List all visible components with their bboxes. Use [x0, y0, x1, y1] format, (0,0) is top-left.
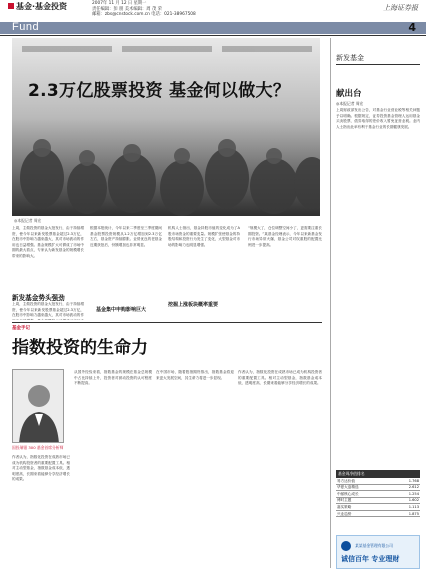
- lead-column-2: 根据本报统计，今年以来二季度至三季度期间基金股票投资规模从1.2万亿增加到2.3万亿左右，基金资产持续膨胀。业绩优良的老基金近期获批后，份额增加也非常明显。: [90, 226, 162, 247]
- fund-name-cell: 中邮核心成长: [336, 491, 391, 498]
- right-title-rule: [336, 64, 420, 65]
- right-headline: 献出台: [336, 89, 362, 99]
- lead-subhead-2: 基金集中申购影响巨大: [96, 307, 147, 313]
- fund-name-cell: 博时主题: [336, 497, 391, 504]
- feature-column-4: 作者认为，指数化投资在成熟市场已成为机构投资者的重要配置工具。相对主动型基金，指数基金成本低、透明度高，长期来看能够分享经济增长的成果。: [238, 370, 322, 386]
- lead-column-4: “规模大了，仓位调整空间小了，更需要注重长期投资。”某基金经理表示，今年以来新基金发行市场异常火爆，基金公司对权重股的配置比例进一步提高。: [248, 226, 322, 247]
- table-title: 基金周净值排名: [336, 470, 420, 478]
- section-band: [0, 22, 426, 34]
- column-divider: [330, 38, 331, 568]
- table-row: [336, 484, 420, 491]
- right-section-title: 新发基金: [336, 54, 364, 62]
- lead-subhead-1: 新发基金势头强劲: [12, 294, 65, 302]
- portrait-caption: 国投瑞银 300 基金首席分析师: [12, 445, 64, 450]
- section-title: 基金·基金投资: [16, 2, 68, 11]
- ad-slogan: 诚信百年 专业理财: [341, 555, 400, 563]
- contact-line: 邮箱：zbs@cnstock.com.cn 电话：021-38967508: [92, 12, 196, 18]
- fund-name-cell: 易方达价值: [336, 478, 391, 484]
- feature-headline: 指数投资的生命力: [12, 338, 148, 358]
- table-row: [336, 491, 420, 498]
- fund-name-cell: 嘉实策略: [336, 504, 391, 511]
- nav-table-grid: [336, 478, 420, 517]
- lead-headline: 2.3万亿股票投资 基金何以做大？: [28, 81, 291, 101]
- lead-column-1: 上周，主做投资的基金大批发行，由于持续增资，使今年以来新发股票基金超过2.3万亿，在股市中影响力越来越大，其对市场波动的作用也日益增强。基金规模扩大可谓成了市场中期的最大看点，专家认为新发基金的规模增长带来的影响大。: [12, 226, 84, 258]
- feature-column-2: 从国外经验来看，指数基金的规模在基金总规模中占比持续上升，投资者对被动投资的认可程度不断提高。: [74, 370, 152, 386]
- table-row: [336, 504, 420, 511]
- feature-tag: 基金手记: [12, 326, 30, 331]
- photo-caption: ◎本报记者 周宏: [14, 218, 42, 223]
- header-meta: [92, 1, 322, 18]
- feature-column-3: 在中国市场，随着股指期货推出，指数基金将迎来更大发展空间，其生命力将进一步显现。: [156, 370, 234, 380]
- newspaper-brand: 上海证券报: [383, 4, 418, 12]
- nav-value-cell: 1.254: [391, 491, 420, 498]
- lead-photo: [12, 38, 320, 216]
- lead-subhead-3: 挖掘上涨板块概率重要: [168, 302, 219, 308]
- fund-logo-icon: [341, 541, 351, 551]
- ad-company: 某某基金管理有限公司: [355, 543, 393, 548]
- page-number: 4: [408, 21, 416, 34]
- nav-value-cell: 2.612: [391, 484, 420, 491]
- right-byline: ◎本报记者 周宏: [336, 101, 364, 106]
- feature-column-1: 作者认为，指数化投资在成熟市场已成为机构投资者的重要配置工具。相对主动型基金，指数基金成本低、透明度高，长期来看能够分享经济增长的成果。: [12, 455, 70, 482]
- section-rule: [12, 322, 322, 323]
- editor-line: 责任编辑：彭 朋 美术编辑：周 茂 荣: [92, 6, 162, 12]
- fund-name-cell: 华夏大盘精选: [336, 484, 391, 491]
- right-body: 上周财政部发出公告，对基金行业营业税等相关问题予以明确。根据规定，证券投资基金管理人运用基金买卖股票、债券取得的差价收入暂免征营业税。业内人士指出此举有利于基金行业的长期健康发展。: [336, 108, 420, 129]
- section-word: Fund: [12, 21, 40, 33]
- nav-table: [336, 470, 420, 517]
- table-row: [336, 497, 420, 504]
- author-portrait: [12, 369, 64, 443]
- nav-value-cell: 1.875: [391, 510, 420, 517]
- issue-date: 2007年 11 月 12 日 星期一: [92, 1, 147, 6]
- lead-column-1b: 上周，主做投资的基金大批发行，由于持续增资，使今年以来新发股票基金超过2.3万亿，在股市中影响力越来越大，其对市场波动的作: [12, 302, 84, 318]
- fund-name-cell: 兴业趋势: [336, 510, 391, 517]
- advertisement: [336, 535, 420, 569]
- lead-column-3: 机构人士指出，基金持股市值的变化成为了A股市场资金的重要变量。规模扩张使基金的持股结构和投资行为发生了变化，大型基金对市场的影响力也明显增强。: [168, 226, 240, 247]
- nav-value-cell: 1.602: [391, 497, 420, 504]
- nav-value-cell: 1.768: [391, 478, 420, 484]
- table-row: [336, 510, 420, 517]
- section-marker-icon: [8, 3, 14, 9]
- nav-value-cell: 1.113: [391, 504, 420, 511]
- header-rule: [0, 35, 426, 36]
